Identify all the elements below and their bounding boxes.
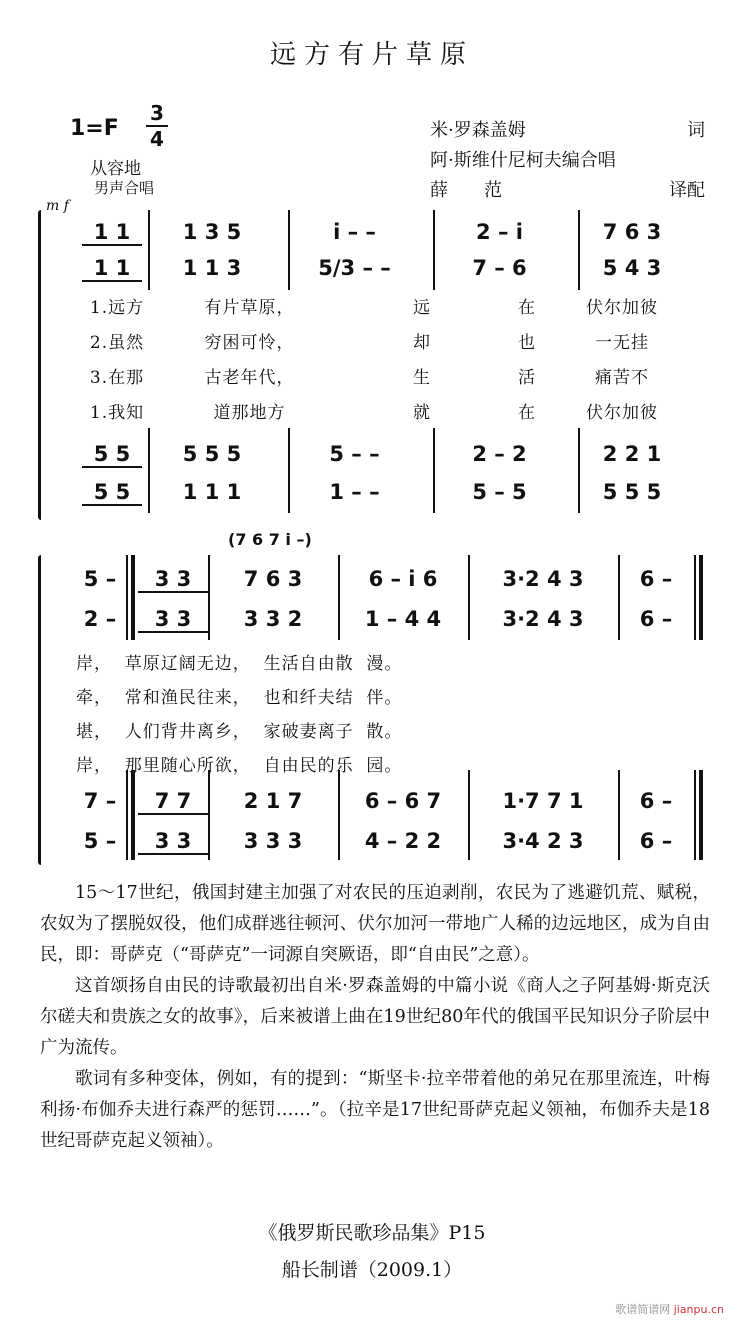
lyric-word: 1.我知 bbox=[89, 403, 145, 423]
system-brace bbox=[38, 210, 41, 520]
source-citation: 《俄罗斯民歌珍品集》P15 bbox=[258, 1222, 486, 1244]
credit-role: 译配 bbox=[669, 180, 705, 201]
measure: 5 – bbox=[83, 829, 117, 853]
measure: 5 5 5 bbox=[602, 480, 662, 504]
credit-name: 薛 范 bbox=[430, 180, 502, 201]
staff-row-tenor1 bbox=[82, 220, 692, 246]
lyric-word: 却 bbox=[413, 333, 431, 353]
lyric-line: 堪， 人们背井离乡， 家破妻离子 散。 bbox=[76, 722, 403, 742]
dynamic-marking: m f bbox=[46, 198, 69, 214]
lyric-word: 在 bbox=[518, 403, 536, 423]
measure: 6 – bbox=[639, 567, 673, 591]
staff-row-bass1 bbox=[82, 442, 692, 468]
lyric-word: 远 bbox=[413, 298, 431, 318]
lyric-word: 就 bbox=[413, 403, 431, 423]
measure: 6 – bbox=[639, 607, 673, 631]
credit-arranger bbox=[430, 146, 705, 172]
staff-row-bass2 bbox=[76, 829, 694, 855]
lyric-word: 生 bbox=[413, 368, 431, 388]
end-barline-thick bbox=[699, 555, 703, 640]
lyric-word: 道那地方 bbox=[213, 403, 286, 423]
credit-name: 米·罗森盖姆 bbox=[430, 120, 526, 141]
lyric-word: 一无挂 bbox=[595, 333, 649, 353]
measure: 7 6 3 bbox=[243, 567, 303, 591]
measure: 5/3 – – bbox=[318, 256, 391, 280]
measure: 7 7 bbox=[138, 789, 208, 815]
measure: 1 – – bbox=[329, 480, 380, 504]
barline bbox=[694, 770, 696, 860]
lyric-word: 2.虽然 bbox=[89, 333, 145, 353]
measure: 5 5 bbox=[82, 442, 142, 468]
voices-label: 男声合唱 bbox=[94, 179, 155, 197]
measure: 1 – 4 4 bbox=[364, 607, 442, 631]
measure: 2 1 7 bbox=[243, 789, 303, 813]
lyric-word: 有片草原， bbox=[204, 298, 295, 318]
measure: 3·4 2 3 bbox=[502, 829, 584, 853]
lyric-word: 伏尔加彼 bbox=[586, 403, 658, 423]
measure: 6 – 6 7 bbox=[364, 789, 442, 813]
staff-row-bass2 bbox=[82, 480, 692, 506]
system-brace bbox=[38, 555, 41, 865]
lyric-word: 痛苦不 bbox=[595, 368, 649, 388]
staff-row-bass1 bbox=[76, 789, 694, 815]
measure: 6 – bbox=[639, 789, 673, 813]
measure: 3·2 4 3 bbox=[502, 607, 584, 631]
lyric-word: 古老年代， bbox=[204, 368, 295, 388]
lyric-line bbox=[82, 328, 687, 353]
credit-role: 词 bbox=[687, 120, 705, 141]
time-sig-top: 3 bbox=[150, 101, 164, 125]
measure: 7 – bbox=[83, 789, 117, 813]
measure: 5 – 5 bbox=[472, 480, 527, 504]
time-signature bbox=[146, 102, 168, 150]
measure: 2 2 1 bbox=[602, 442, 662, 466]
measure: 3 3 bbox=[138, 567, 208, 593]
tempo-marking: 从容地 bbox=[90, 159, 141, 179]
lyric-line bbox=[82, 293, 687, 318]
staff-row-tenor2 bbox=[76, 607, 694, 633]
notes-section bbox=[40, 878, 710, 1157]
measure: 3·2 4 3 bbox=[502, 567, 584, 591]
measure: 1·7 7 1 bbox=[502, 789, 584, 813]
measure: 7 – 6 bbox=[472, 256, 527, 280]
lyric-word: 在 bbox=[518, 298, 536, 318]
notes-paragraph: 这首颂扬自由民的诗歌最初出自米·罗森盖姆的中篇小说《商人之子阿基姆·斯克沃尔磋夫和贵族之女的故事》，后来被谱上曲在19世纪80年代的俄国平民知识分子阶层中广为流传。 bbox=[40, 976, 710, 1058]
lyric-word: 3.在那 bbox=[89, 368, 145, 388]
credit-name: 阿·斯维什尼柯夫编合唱 bbox=[430, 150, 616, 171]
credit-lyricist bbox=[430, 116, 705, 142]
song-title: 远方有片草原 bbox=[269, 40, 474, 70]
measure: 7 6 3 bbox=[602, 220, 662, 244]
lyric-word: 穷困可怜， bbox=[204, 333, 295, 353]
cue-notes bbox=[228, 530, 312, 549]
lyric-word: 1.远方 bbox=[89, 298, 145, 318]
measure: 5 4 3 bbox=[602, 256, 662, 280]
measure: 1 1 bbox=[82, 256, 142, 282]
lyric-line bbox=[82, 398, 687, 423]
end-barline-thick bbox=[699, 770, 703, 860]
staff-row-tenor2 bbox=[82, 256, 692, 282]
measure: 1 1 1 bbox=[182, 480, 242, 504]
measure: 5 – bbox=[83, 567, 117, 591]
lyric-line bbox=[82, 363, 687, 388]
measure: i – – bbox=[333, 220, 376, 244]
time-sig-bottom: 4 bbox=[150, 127, 164, 151]
measure: 2 – 2 bbox=[472, 442, 527, 466]
measure: 1 1 bbox=[82, 220, 142, 246]
watermark-site: 歌谱简谱网 bbox=[615, 1303, 671, 1316]
measure: 5 5 bbox=[82, 480, 142, 506]
credit-translator bbox=[430, 176, 705, 202]
measure: 3 3 2 bbox=[243, 607, 303, 631]
measure: 4 – 2 2 bbox=[364, 829, 442, 853]
measure: 2 – i bbox=[476, 220, 523, 244]
key-signature: 1=F bbox=[70, 116, 119, 141]
watermark bbox=[615, 1301, 724, 1317]
measure: 3 3 bbox=[138, 607, 208, 633]
staff-row-tenor1 bbox=[76, 567, 694, 593]
lyric-line: 岸， 那里随心所欲， 自由民的乐 园。 bbox=[76, 756, 403, 776]
maker-credit: 船长制谱（2009.1） bbox=[281, 1259, 463, 1281]
measure: 3 3 3 bbox=[243, 829, 303, 853]
lyric-word: 活 bbox=[518, 368, 536, 388]
measure: 6 – bbox=[639, 829, 673, 853]
measure: 1 3 5 bbox=[182, 220, 242, 244]
measure: 6 – i 6 bbox=[368, 567, 438, 591]
notes-paragraph: 15～17世纪，俄国封建主加强了对农民的压迫剥削，农民为了逃避饥荒、赋税，农奴为了摆脱奴役，他们成群逃往顿河、伏尔加河一带地广人稀的边远地区，成为自由民，即：哥萨克（“哥萨克”一词源自突厥语，即“自由民”之意）。 bbox=[40, 883, 710, 965]
watermark-url: jianpu.cn bbox=[673, 1303, 724, 1316]
measure: 2 – bbox=[83, 607, 117, 631]
lyric-line: 牵， 常和渔民往来， 也和纤夫结 伴。 bbox=[76, 688, 403, 708]
lyric-line: 岸， 草原辽阔无边， 生活自由散 漫。 bbox=[76, 654, 403, 674]
lyric-word: 也 bbox=[518, 333, 536, 353]
cue-text: (7 6 7 i –) bbox=[228, 530, 312, 549]
measure: 3 3 bbox=[138, 829, 208, 855]
measure: 1 1 3 bbox=[182, 256, 242, 280]
lyric-word: 伏尔加彼 bbox=[586, 298, 658, 318]
barline bbox=[694, 555, 696, 640]
measure: 5 – – bbox=[329, 442, 380, 466]
measure: 5 5 5 bbox=[182, 442, 242, 466]
notes-paragraph: 歌词有多种变体，例如，有的提到：“斯坚卡·拉辛带着他的弟兄在那里流连，叶梅利扬·布伽乔夫进行森严的惩罚……”。（拉辛是17世纪哥萨克起义领袖，布伽乔夫是18世纪哥萨克起义领袖）。 bbox=[40, 1069, 710, 1151]
